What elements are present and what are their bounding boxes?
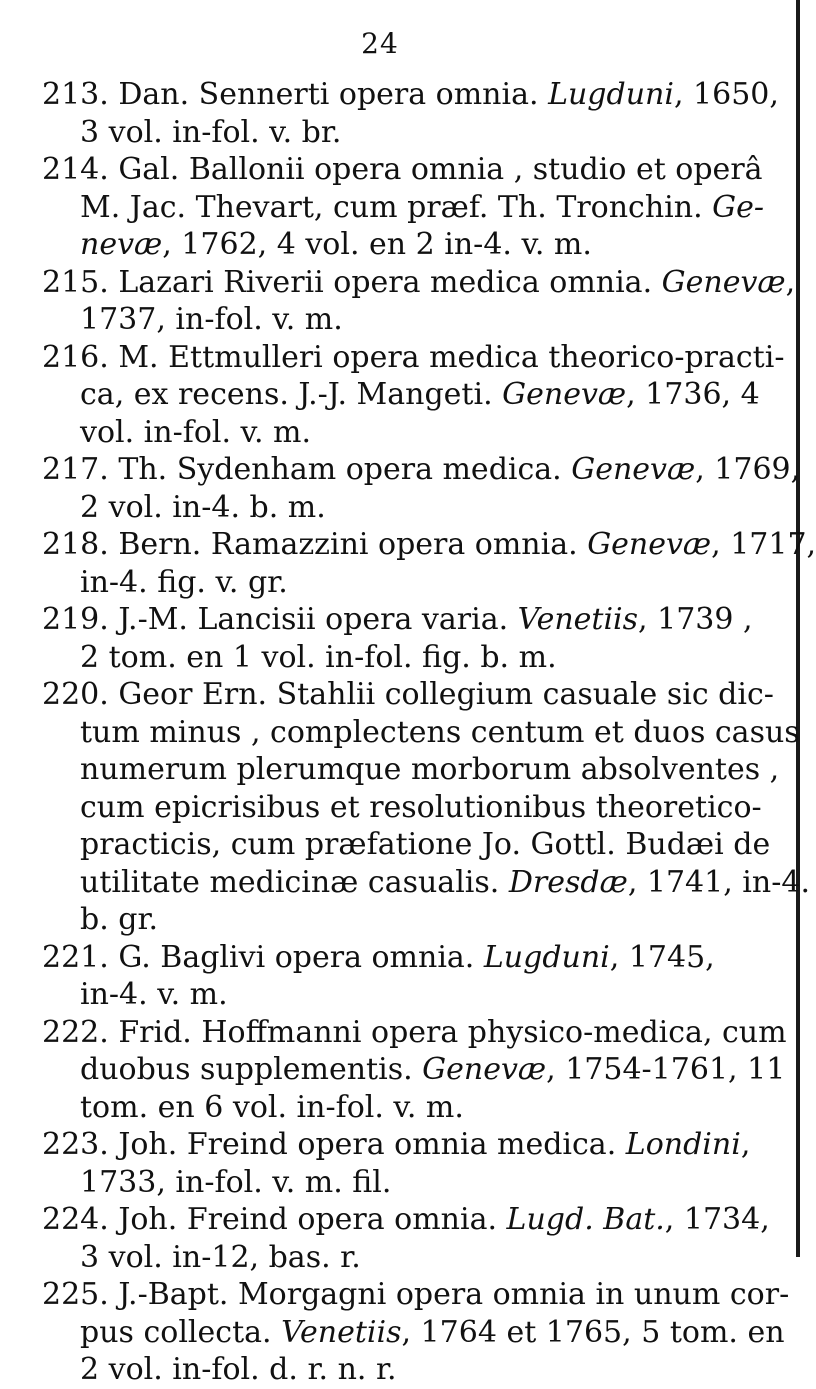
entry-text: Dan. Sennerti opera omnia. (108, 77, 549, 112)
entry-number: 218. (42, 527, 109, 562)
entry-number: 217. (42, 452, 109, 487)
entry-text: b. gr. (80, 902, 159, 937)
entry-text: Th. Sydenham opera medica. (108, 452, 572, 487)
place-of-publication: Genevæ (571, 452, 696, 487)
entry-number: 216. (42, 339, 109, 375)
entry-text: 2 vol. in-4. b. m. (80, 489, 326, 525)
entry-text: , 1739 , (638, 602, 753, 637)
entry-number: 225. (42, 1277, 109, 1312)
entry-text: , 1764 et 1765, 5 tom. en (401, 1314, 785, 1350)
place-of-publication: Ge- (712, 189, 765, 225)
entry-text: M. Jac. Thevart, cum præf. Th. Tronchin. (80, 189, 713, 225)
entry-text: in-4. v. m. (80, 977, 228, 1012)
entry-first-line (0, 1014, 787, 1052)
entry-continuation-line (0, 114, 760, 152)
entry-text: 2 vol. in-fol. d. r. n. r. (80, 1352, 397, 1387)
entry-text: M. Ettmulleri opera medica theorico-practi- (108, 339, 785, 375)
place-of-publication: Genevæ (661, 264, 786, 300)
entry-continuation-line (0, 901, 760, 939)
entry-text: duobus supplementis. (80, 1052, 423, 1087)
entry-text: numerum plerumque morborum absolventes , (80, 752, 780, 787)
entry-number: 215. (42, 264, 109, 300)
entry-number: 214. (42, 152, 109, 187)
entry-text: 3 vol. in-fol. v. br. (80, 114, 342, 150)
entry-first-line (0, 339, 785, 377)
entry-number: 213. (42, 77, 109, 112)
place-of-publication: Lugduni (483, 939, 610, 975)
entry-text: Joh. Freind opera omnia. (108, 1202, 507, 1237)
entry-text: , 1734, (664, 1202, 770, 1237)
entry-text: , 1769, (695, 452, 801, 487)
catalogue-entry (0, 676, 810, 939)
entry-text: , 1650, (673, 77, 779, 112)
entry-text: , (740, 1127, 751, 1162)
entry-continuation-line (0, 1314, 785, 1352)
entry-continuation-line (0, 826, 771, 864)
place-of-publication: Lugduni (548, 77, 674, 112)
entry-first-line (0, 1126, 760, 1164)
entry-text: in-4. fig. v. gr. (80, 564, 288, 600)
entry-first-line (0, 939, 760, 977)
entry-text: Geor Ern. Stahlii collegium casuale sic dic- (108, 677, 774, 712)
catalogue-entry (0, 264, 796, 339)
catalogue-entry (0, 1014, 787, 1127)
place-of-publication: Lugd. Bat. (506, 1202, 665, 1237)
entry-continuation-line (0, 1051, 786, 1089)
entry-text: , 1762, 4 vol. en 2 in-4. v. m. (162, 227, 592, 262)
entry-continuation-line (0, 1164, 760, 1202)
entry-first-line (0, 526, 816, 564)
place-of-publication: nevæ (80, 227, 163, 262)
entry-text: J.-Bapt. Morgagni opera omnia in unum cor- (108, 1277, 790, 1312)
place-of-publication: Genevæ (422, 1052, 547, 1087)
entry-text: , 1717, (711, 527, 816, 562)
entry-continuation-line (0, 489, 760, 527)
entry-first-line (0, 451, 801, 489)
place-of-publication: Genevæ (502, 377, 627, 412)
entry-text: practicis, cum præfatione Jo. Gottl. Budæi de (80, 827, 771, 862)
entry-text: J.-M. Lancisii opera varia. (108, 602, 518, 637)
entry-first-line (0, 676, 774, 714)
place-of-publication: Venetiis (281, 1314, 402, 1350)
catalogue-entry (0, 76, 779, 151)
entry-text: 2 tom. en 1 vol. in-fol. fig. b. m. (80, 639, 557, 675)
entry-number: 220. (42, 677, 109, 712)
entry-first-line (0, 1276, 790, 1314)
place-of-publication: Dresdæ (508, 864, 628, 900)
entry-continuation-line (0, 864, 810, 902)
entry-first-line (0, 1201, 770, 1239)
entry-text: , 1736, 4 (626, 377, 760, 412)
entry-number: 221. (42, 939, 109, 975)
entry-text: utilitate medicinæ casualis. (80, 864, 509, 900)
entry-text: Joh. Freind opera omnia medica. (108, 1127, 626, 1162)
catalogue-entry (0, 339, 785, 452)
entry-text: , (785, 264, 796, 300)
entry-text: tom. en 6 vol. in-fol. v. m. (80, 1089, 464, 1125)
entry-continuation-line (0, 1351, 760, 1389)
page-edge (796, 0, 800, 1257)
entry-continuation-line (0, 226, 760, 264)
place-of-publication: Venetiis (517, 602, 639, 637)
entry-text: 3 vol. in-12, bas. r. (80, 1239, 361, 1275)
entry-continuation-line (0, 1239, 760, 1277)
catalogue-entry (0, 151, 765, 264)
entry-text: Frid. Hoffmanni opera physico-medica, cum (108, 1014, 787, 1050)
entry-continuation-line (0, 976, 760, 1014)
catalogue-entry (0, 939, 760, 1014)
entry-text: , 1741, in-4. (627, 864, 810, 900)
entry-continuation-line (0, 564, 760, 602)
entry-number: 223. (42, 1127, 109, 1162)
entry-text: cum epicrisibus et resolutionibus theoretico- (80, 789, 762, 825)
entry-continuation-line (0, 376, 760, 414)
entry-continuation-line (0, 714, 800, 752)
entry-text: Lazari Riverii opera medica omnia. (108, 264, 662, 300)
entry-text: tum minus , complectens centum et duos casus (80, 714, 800, 750)
catalogue-entry (0, 1201, 770, 1276)
entry-number: 224. (42, 1202, 109, 1237)
entry-continuation-line (0, 789, 760, 827)
entry-text: , 1745, (609, 939, 715, 975)
page-number: 24 (361, 27, 399, 60)
entry-text: vol. in-fol. v. m. (80, 414, 312, 450)
entry-continuation-line (0, 1089, 760, 1127)
entry-continuation-line (0, 639, 760, 677)
entry-number: 222. (42, 1014, 109, 1050)
catalogue-entry (0, 526, 816, 601)
entry-text: 1733, in-fol. v. m. fil. (80, 1164, 392, 1200)
entry-text: Gal. Ballonii opera omnia , studio et operâ (108, 152, 763, 187)
catalogue-entry (0, 1126, 760, 1201)
catalogue-entry (0, 601, 760, 676)
entry-text: ca, ex recens. J.-J. Mangeti. (80, 377, 503, 412)
place-of-publication: Genevæ (587, 527, 712, 562)
entry-text: pus collecta. (80, 1314, 282, 1350)
entry-first-line (0, 601, 760, 639)
entry-text: Bern. Ramazzini opera omnia. (108, 527, 588, 562)
entry-continuation-line (0, 189, 765, 227)
catalogue-entry (0, 1276, 790, 1389)
entry-continuation-line (0, 301, 760, 339)
entry-first-line (0, 264, 796, 302)
catalogue-entry (0, 451, 801, 526)
entry-text: , 1754-1761, 11 (546, 1052, 786, 1087)
entry-text: G. Baglivi opera omnia. (108, 939, 484, 975)
entry-continuation-line (0, 414, 760, 452)
entry-continuation-line (0, 751, 780, 789)
entry-number: 219. (42, 602, 109, 637)
place-of-publication: Londini (625, 1127, 741, 1162)
catalogue-entries (0, 76, 816, 1389)
entry-first-line (0, 151, 763, 189)
entry-text: 1737, in-fol. v. m. (80, 302, 343, 337)
entry-first-line (0, 76, 779, 114)
